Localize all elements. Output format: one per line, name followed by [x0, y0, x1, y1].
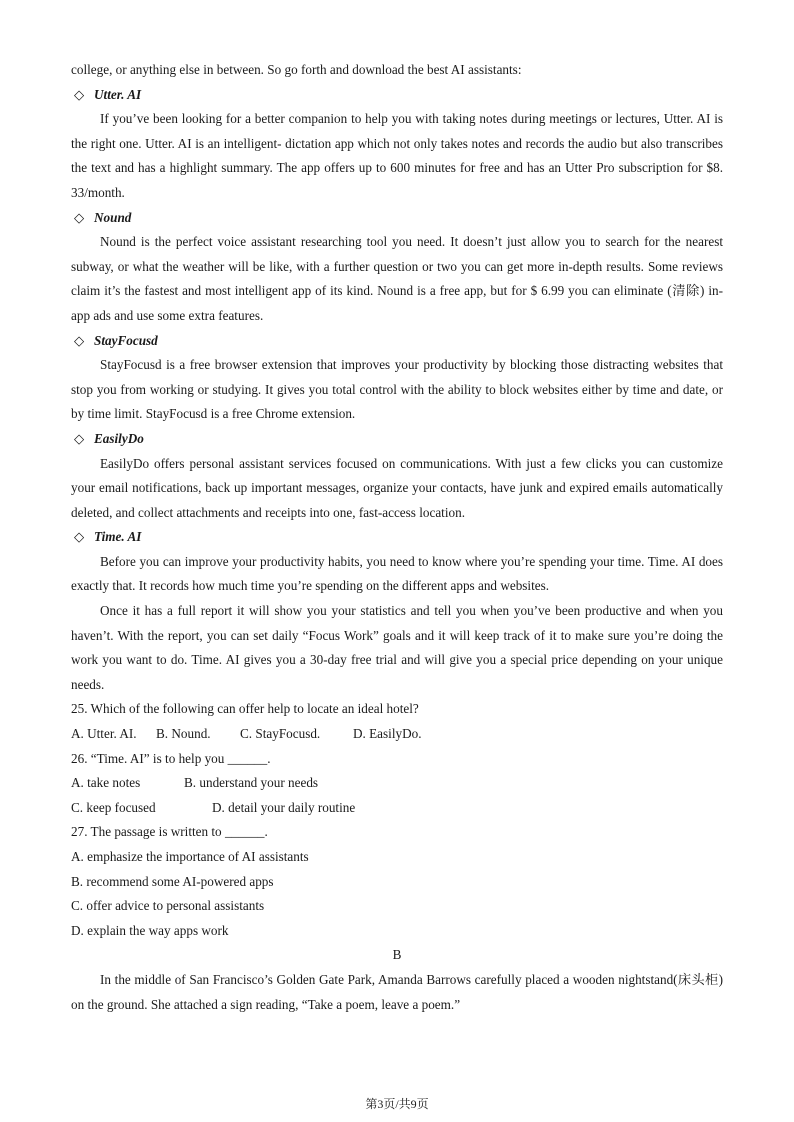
section-heading-utter-ai: ◇ Utter. AI: [71, 83, 723, 108]
paragraph-time-ai-1: Before you can improve your productivity habits, you need to know where you’re spending your time. Time. AI does exactly that. It records how much time you’re spending on the different apps and websites.: [71, 553, 723, 594]
paragraph-section-b: In the middle of San Francisco’s Golden Gate Park, Amanda Barrows carefully placed a wooden nightstand(床头柜) on the ground. She attached a sign reading, “Take a poem, leave a poem.”: [71, 971, 723, 1012]
paragraph-utter-ai: If you’ve been looking for a better companion to help you with taking notes during meetings or lectures, Utter. AI is the right one. Utter. AI is an intelligent- dictation app which not only takes notes and records the audio but also transcribes the text and has a highlight summary. The app offers up to 600 minutes for free and has an Utter Pro subscription for $8. 33/month.: [71, 111, 723, 200]
section-heading-stayfocusd: ◇ StayFocusd: [71, 329, 723, 354]
question-26-options-row2: [71, 796, 723, 821]
section-heading-nound: ◇ Nound: [71, 206, 723, 231]
diamond-bullet-icon: ◇: [74, 430, 85, 446]
paragraph-stayfocusd: StayFocusd is a free browser extension that improves your productivity by blocking those distracting websites that stop you from working or studying. It gives you total control with the ability to block websites either by time and date, or by time limit. StayFocusd is a free Chrome extension.: [71, 357, 723, 422]
diamond-bullet-icon: ◇: [74, 86, 85, 102]
diamond-bullet-icon: ◇: [74, 209, 85, 225]
section-heading-easilydo: ◇ EasilyDo: [71, 427, 723, 452]
intro-text: college, or anything else in between. So go forth and download the best AI assistants:: [71, 62, 522, 77]
paragraph-time-ai-2: Once it has a full report it will show you your statistics and tell you when you’ve been productive and when you haven’t. With the report, you can set daily “Focus Work” goals and it will keep track of it to make sure you’re doing the work you want to do. Time. AI gives you a 30-day free trial and will give you a special price depending on your unique needs.: [71, 603, 723, 692]
section-heading-time-ai: ◇ Time. AI: [71, 525, 723, 550]
passage-content: [71, 58, 723, 1017]
diamond-bullet-icon: ◇: [74, 332, 85, 348]
option-d: D. explain the way apps work: [71, 922, 229, 938]
option-a: A. take notes: [71, 775, 141, 791]
option-d: D. detail your daily routine: [212, 799, 356, 815]
option-a: A. emphasize the importance of AI assistants: [71, 849, 309, 864]
question-26-options-row1: [71, 771, 723, 796]
question-27-stem: 27. The passage is written to ______.: [71, 824, 268, 840]
option-c: C. offer advice to personal assistants: [71, 898, 265, 914]
section-b-label: B: [392, 947, 402, 963]
option-b: B. recommend some AI-powered apps: [71, 873, 274, 889]
question-25-stem: 25. Which of the following can offer help to locate an ideal hotel?: [71, 701, 419, 717]
paragraph-easilydo: EasilyDo offers personal assistant services focused on communications. With just a few clicks you can customize your email notifications, back up important messages, organize your contacts, have junk and expired emails automatically deleted, and collect attachments and receipts into one, fast-access location.: [71, 455, 723, 520]
option-c: C. keep focused: [71, 799, 156, 815]
paragraph-nound: Nound is the perfect voice assistant researching tool you need. It doesn’t just allow you to search for the nearest subway, or what the weather will be like, with a further question or two you can get more in-depth results. Some reviews claim it’s the fastest and most intelligent app of its kind. Nound is a free app, but for $ 6.99 you can eliminate (清除) in-app ads and use some extra features.: [71, 234, 723, 323]
option-a: A. Utter. AI.: [71, 726, 137, 742]
question-26-stem: 26. “Time. AI” is to help you ______.: [71, 750, 271, 766]
diamond-bullet-icon: ◇: [74, 529, 85, 545]
option-b: B. understand your needs: [184, 775, 319, 791]
option-c: C. StayFocusd.: [240, 726, 321, 742]
page-number: 第3页/共9页: [365, 1097, 429, 1111]
option-d: D. EasilyDo.: [353, 726, 422, 742]
option-b: B. Nound.: [156, 726, 211, 742]
question-25-options: [71, 722, 723, 747]
